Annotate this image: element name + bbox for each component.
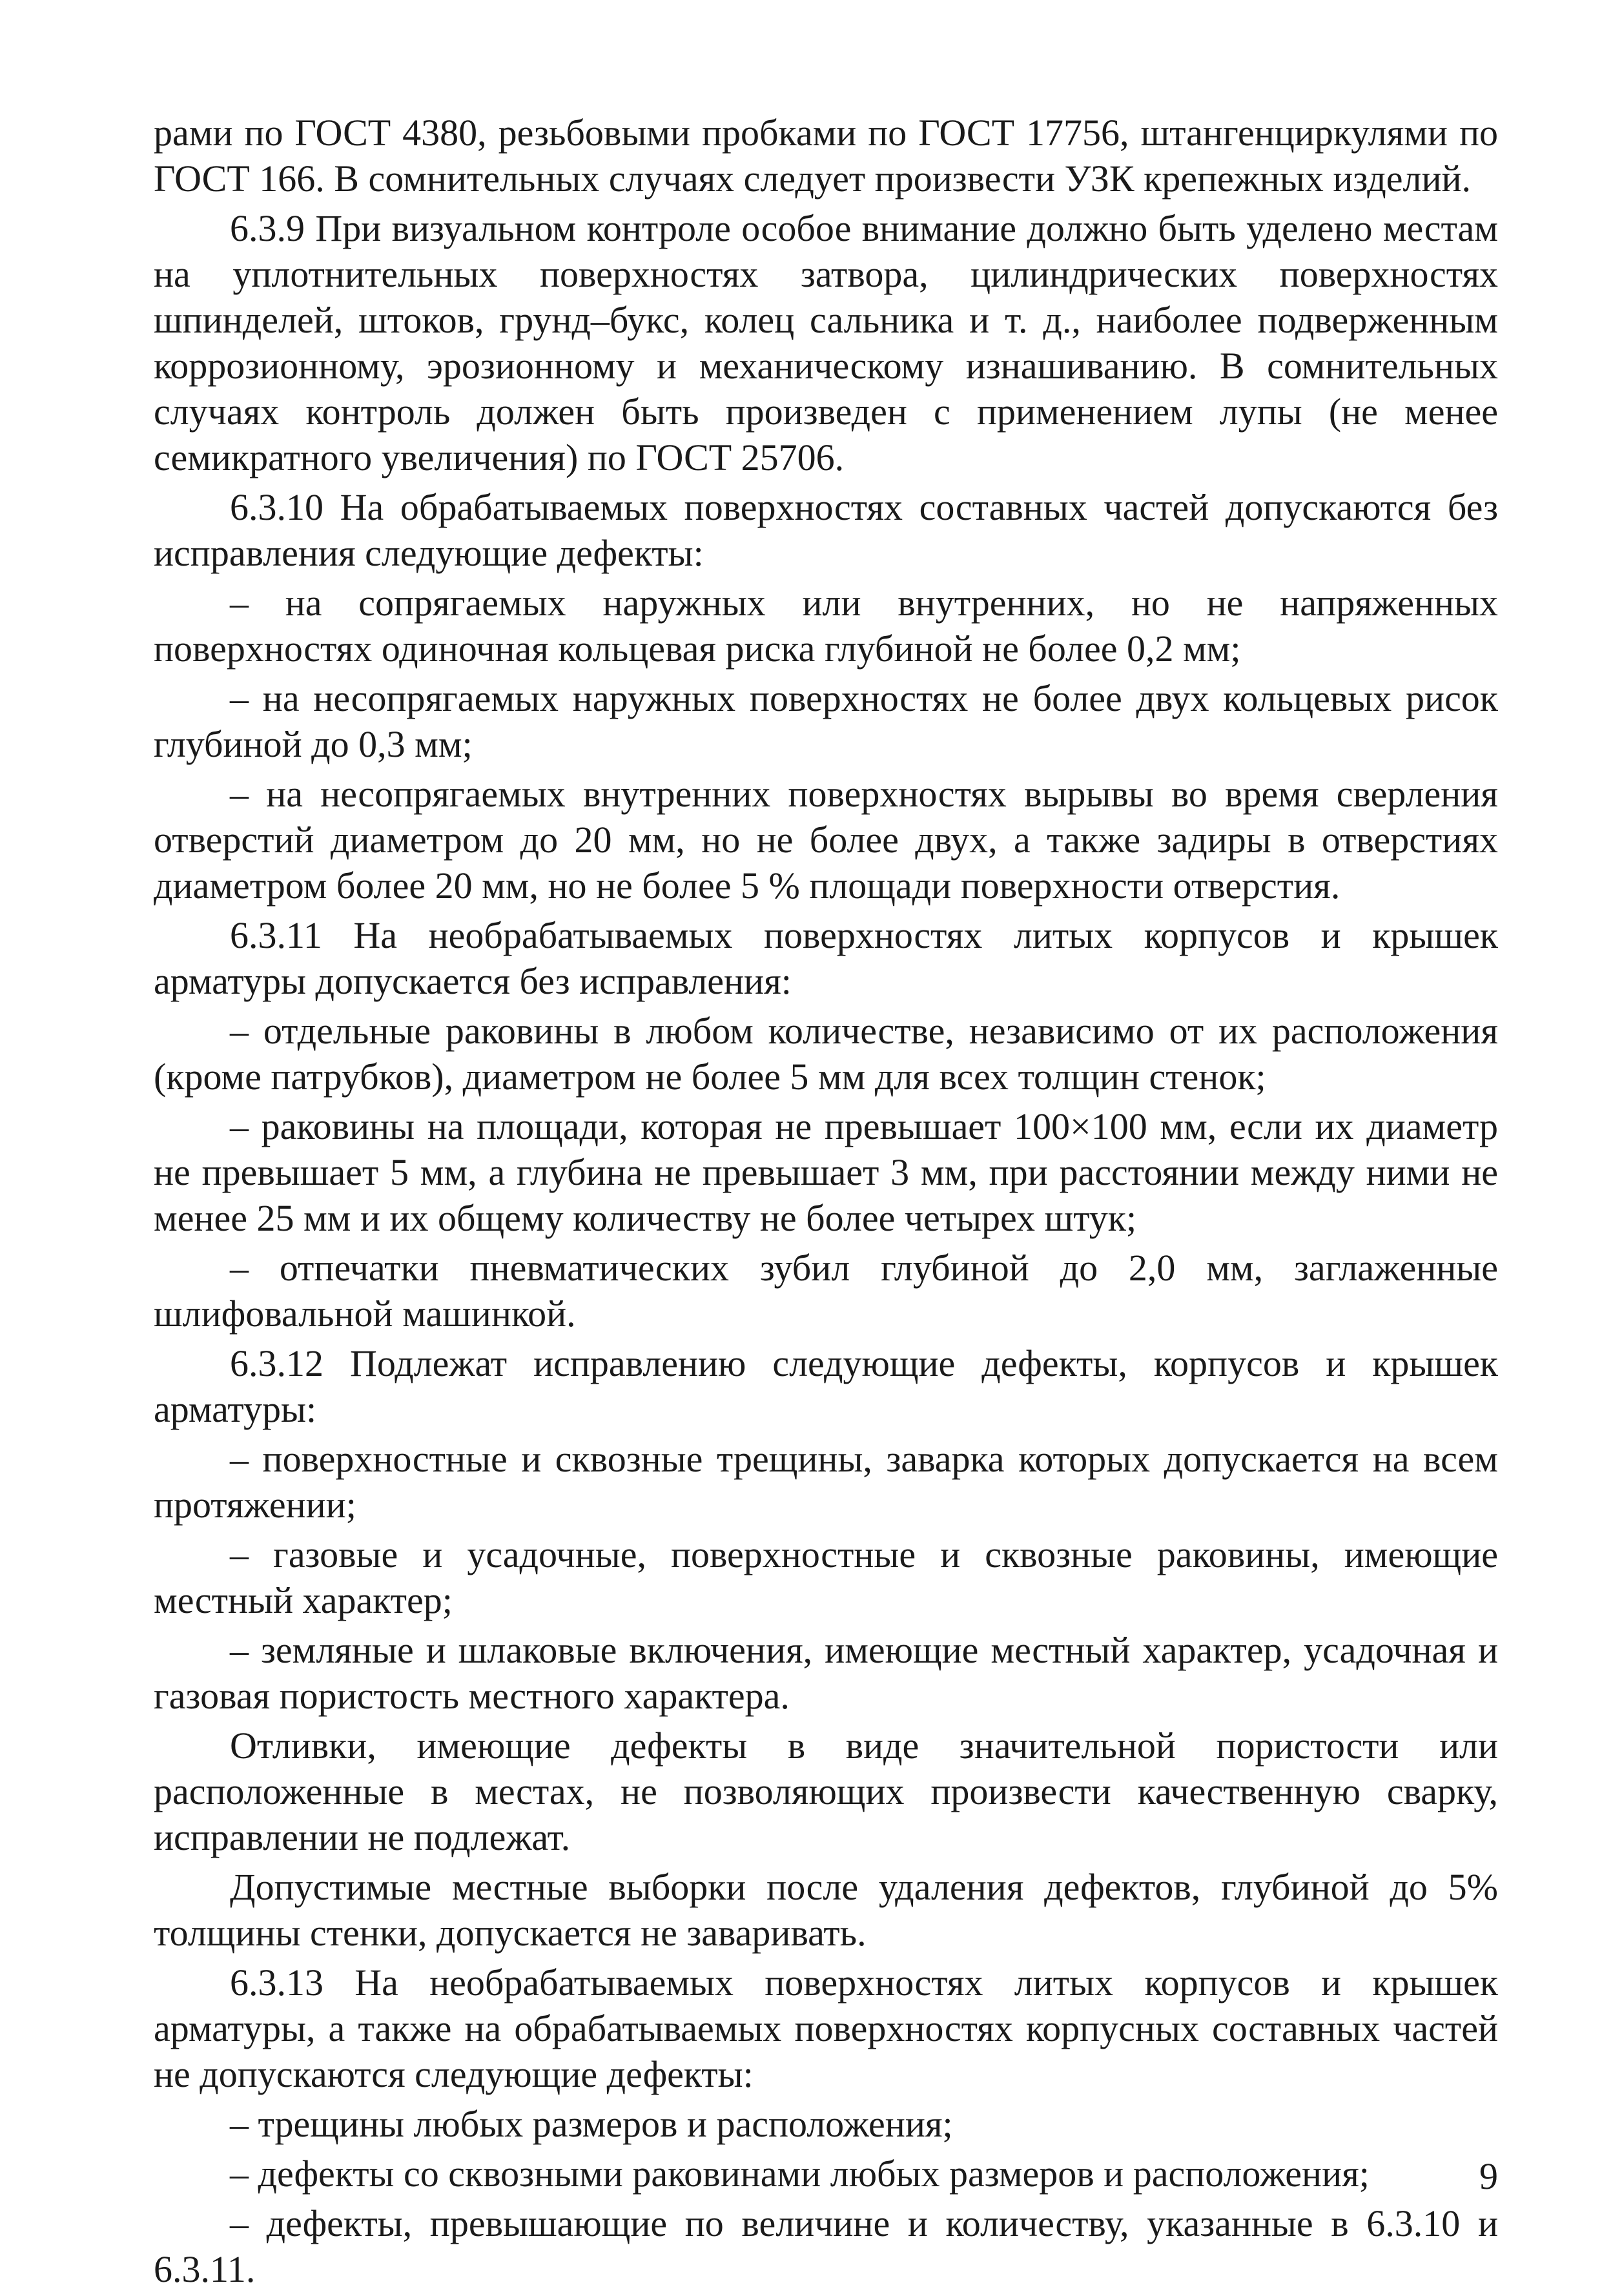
paragraph-6-3-10: 6.3.10 На обрабатываемых поверхностях составных частей допускаются без исправления следующие дефекты:: [154, 486, 1498, 574]
list-item: – трещины любых размеров и расположения;: [230, 2103, 953, 2145]
list-item: – на несопрягаемых внутренних поверхностях вырывы во время сверления отверстий диаметром до 20 мм, но не более двух, а также задиры в отверстиях диаметром более 20 мм, но не более 5 % площади поверхности отверстия.: [154, 773, 1498, 907]
paragraph-local-samplings: Допустимые местные выборки после удаления дефектов, глубиной до 5% толщины стенки, допускается не заваривать.: [154, 1866, 1498, 1954]
paragraph-6-3-9: 6.3.9 При визуальном контроле особое внимание должно быть уделено местам на уплотнительных поверхностях затвора, цилиндрических поверхностях шпинделей, штоков, грунд–букс, колец сальника и т. д., наиболее подверженным коррозионному, эрозионному и механическому изнашиванию. В сомнительных случаях контроль должен быть произведен с применением лупы (не менее семикратного увеличения) по ГОСТ 25706.: [154, 207, 1498, 478]
list-item: – на сопрягаемых наружных или внутренних, но не напряженных поверхностях одиночная кольцевая риска глубиной не более 0,2 мм;: [154, 582, 1498, 670]
paragraph-continuation: рами по ГОСТ 4380, резьбовыми пробками по ГОСТ 17756, штангенциркулями по ГОСТ 166. В сомнительных случаях следует произвести УЗК крепежных изделий.: [154, 112, 1498, 200]
document-body: [154, 110, 1498, 2296]
page-number: 9: [1479, 2155, 1498, 2197]
paragraph-6-3-13: 6.3.13 На необрабатываемых поверхностях литых корпусов и крышек арматуры, а также на обрабатываемых поверхностях корпусных составных частей не допускаются следующие дефекты:: [154, 1962, 1498, 2095]
list-item: – земляные и шлаковые включения, имеющие местный характер, усадочная и газовая пористость местного характера.: [154, 1629, 1498, 1717]
list-item: – раковины на площади, которая не превышает 100×100 мм, если их диаметр не превышает 5 мм, а глубина не превышает 3 мм, при расстоянии между ними не менее 25 мм и их общему количеству не более четырех штук;: [154, 1105, 1498, 1239]
paragraph-castings: Отливки, имеющие дефекты в виде значительной пористости или расположенные в местах, не позволяющих произвести качественную сварку, исправлении не подлежат.: [154, 1725, 1498, 1858]
list-item: – дефекты со сквозными раковинами любых размеров и расположения;: [230, 2153, 1370, 2195]
list-item: – дефекты, превышающие по величине и количеству, указанные в 6.3.10 и 6.3.11.: [154, 2202, 1498, 2290]
list-item: – на несопрягаемых наружных поверхностях не более двух кольцевых рисок глубиной до 0,3 мм;: [154, 677, 1498, 765]
list-item: – поверхностные и сквозные трещины, заварка которых допускается на всем протяжении;: [154, 1438, 1498, 1526]
list-item: – отпечатки пневматических зубил глубиной до 2,0 мм, заглаженные шлифовальной машинкой.: [154, 1247, 1498, 1335]
list-item: – газовые и усадочные, поверхностные и сквозные раковины, имеющие местный характер;: [154, 1533, 1498, 1621]
paragraph-6-3-12: 6.3.12 Подлежат исправлению следующие дефекты, корпусов и крышек арматуры:: [154, 1342, 1498, 1430]
paragraph-6-3-11: 6.3.11 На необрабатываемых поверхностях литых корпусов и крышек арматуры допускается без исправления:: [154, 914, 1498, 1002]
list-item: – отдельные раковины в любом количестве, независимо от их расположения (кроме патрубков), диаметром не более 5 мм для всех толщин стенок;: [154, 1010, 1498, 1098]
